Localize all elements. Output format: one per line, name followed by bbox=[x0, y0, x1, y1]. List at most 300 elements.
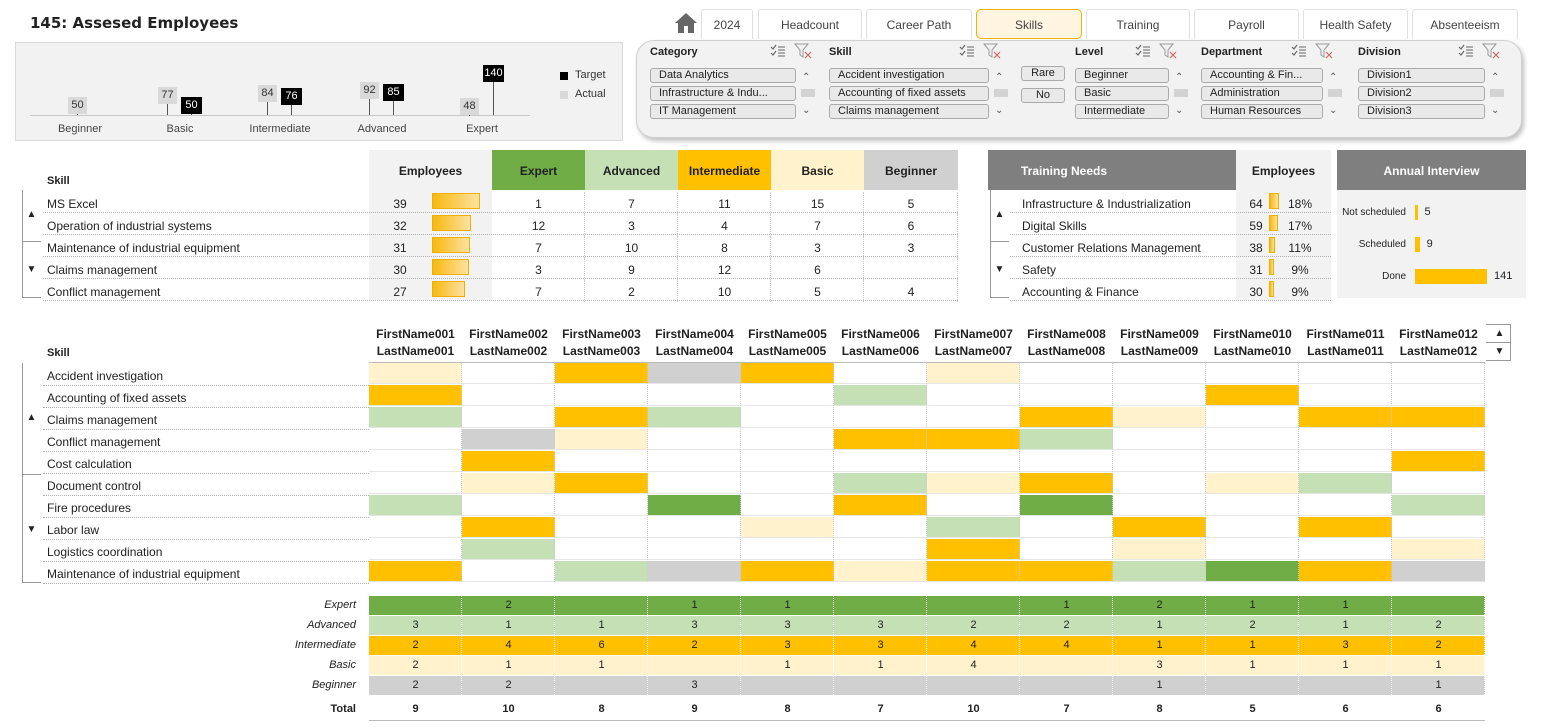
beginner-count: 6 bbox=[907, 219, 915, 233]
rare-filter-button[interactable]: No bbox=[1021, 88, 1065, 103]
col-divider bbox=[957, 280, 958, 302]
matrix-skill-header: Skill bbox=[47, 347, 70, 359]
skill-level-cell bbox=[462, 451, 555, 472]
skill-level-cell bbox=[648, 539, 741, 560]
training-need-label: Infrastructure & Industrialization bbox=[1022, 197, 1191, 211]
advanced-count: 10 bbox=[624, 241, 639, 255]
skill-row-label: Conflict management bbox=[47, 285, 161, 299]
level-total-value: 4 bbox=[1063, 639, 1070, 651]
employee-first-name: FirstName007 bbox=[934, 327, 1013, 341]
skill-level-cell bbox=[648, 561, 741, 582]
skill-level-cell bbox=[741, 363, 834, 384]
skill-level-cell bbox=[1020, 495, 1113, 516]
skill-level-cell bbox=[1392, 561, 1485, 582]
level-total-label: Advanced bbox=[307, 619, 356, 631]
skill-level-cell bbox=[1206, 539, 1299, 560]
interview-status-label: Scheduled bbox=[1358, 239, 1406, 250]
basic-header: Basic bbox=[801, 164, 834, 178]
skill-level-cell bbox=[555, 539, 648, 560]
triangle-up-icon[interactable]: ▲ bbox=[26, 209, 37, 220]
clear-filter-icon[interactable] bbox=[983, 43, 1001, 62]
col-divider bbox=[863, 280, 864, 302]
employees-bar bbox=[432, 259, 469, 275]
slicer-division-item[interactable]: Division1 bbox=[1358, 68, 1485, 83]
skill-level-cell bbox=[1113, 495, 1206, 516]
slicer-scrollbar[interactable] bbox=[1328, 89, 1342, 97]
skill-level-cell bbox=[648, 363, 741, 384]
skill-level-cell bbox=[1206, 385, 1299, 406]
training-pct-bar bbox=[1269, 259, 1274, 275]
skill-level-cell bbox=[1392, 429, 1485, 450]
skill-level-cell bbox=[1206, 407, 1299, 428]
skill-level-cell bbox=[648, 451, 741, 472]
level-total-value: 3 bbox=[691, 619, 698, 631]
training-employees-count: 64 bbox=[1249, 197, 1263, 211]
level-total-value: 3 bbox=[691, 679, 698, 691]
training-pct-bar bbox=[1269, 215, 1278, 231]
triangle-down-icon[interactable]: ▼ bbox=[994, 264, 1005, 275]
skill-level-cell bbox=[369, 407, 462, 428]
row-divider bbox=[43, 407, 369, 408]
tab-payroll[interactable]: Payroll bbox=[1194, 9, 1299, 39]
level-total-value: 1 bbox=[1435, 679, 1442, 691]
triangle-down-icon[interactable]: ▼ bbox=[26, 524, 37, 535]
skill-level-cell bbox=[1299, 385, 1392, 406]
scroll-up-icon[interactable]: ⌃ bbox=[1491, 72, 1500, 83]
rare-filter-button[interactable]: Rare bbox=[1021, 66, 1065, 81]
legend-actual-label: Actual bbox=[575, 88, 606, 100]
col-divider bbox=[770, 258, 771, 280]
skill-level-cell bbox=[1020, 385, 1113, 406]
level-total-value: 2 bbox=[1156, 599, 1163, 611]
skill-level-cell bbox=[1020, 429, 1113, 450]
actual-stem bbox=[77, 114, 78, 115]
skill-level-cell bbox=[555, 363, 648, 384]
scroll-down-icon[interactable]: ⌄ bbox=[1329, 105, 1338, 116]
training-employees-count: 31 bbox=[1249, 263, 1263, 277]
skill-level-cell bbox=[834, 495, 927, 516]
matrix-skill-label: Maintenance of industrial equipment bbox=[47, 567, 240, 581]
slicer-division-item[interactable]: Division2 bbox=[1358, 86, 1485, 101]
employees-count: 30 bbox=[393, 263, 407, 277]
slicer-scrollbar[interactable] bbox=[1490, 89, 1504, 97]
col-divider bbox=[1019, 676, 1020, 695]
employee-last-name: LastName012 bbox=[1399, 344, 1478, 358]
slicer-skill-item[interactable]: Accident investigation bbox=[829, 68, 989, 83]
col-divider bbox=[926, 596, 927, 615]
matrix-skill-label: Accounting of fixed assets bbox=[47, 391, 187, 405]
multiselect-icon[interactable] bbox=[770, 44, 786, 61]
col-divider bbox=[1391, 596, 1392, 615]
col-divider bbox=[1484, 656, 1485, 675]
expert-count: 3 bbox=[535, 263, 542, 277]
skill-level-cell bbox=[741, 473, 834, 494]
training-pct: 9% bbox=[1291, 285, 1309, 299]
skill-level-cell bbox=[927, 561, 1020, 582]
skill-level-cell bbox=[648, 517, 741, 538]
skill-level-cell bbox=[648, 429, 741, 450]
chart-category-label: Expert bbox=[466, 123, 498, 135]
skill-level-cell bbox=[927, 385, 1020, 406]
col-divider bbox=[863, 214, 864, 236]
clear-filter-icon[interactable] bbox=[1315, 43, 1333, 62]
triangle-up-icon[interactable]: ▲ bbox=[26, 412, 37, 423]
col-divider bbox=[863, 258, 864, 280]
skill-level-cell bbox=[741, 429, 834, 450]
level-total-value: 1 bbox=[1156, 639, 1163, 651]
scroll-up-icon[interactable]: ⌃ bbox=[1329, 72, 1338, 83]
tab-health-safety[interactable]: Health Safety bbox=[1303, 9, 1408, 39]
chart-category-label: Beginner bbox=[57, 123, 103, 135]
level-total-value: 4 bbox=[505, 639, 512, 651]
col-divider bbox=[1484, 596, 1485, 615]
beginner-header: Beginner bbox=[884, 164, 937, 178]
level-total-value: 6 bbox=[1342, 703, 1349, 715]
scroll-up-icon[interactable]: ⌃ bbox=[995, 72, 1004, 83]
training-employees-count: 59 bbox=[1249, 219, 1263, 233]
employee-last-name: LastName009 bbox=[1120, 344, 1199, 358]
skill-level-cell bbox=[1299, 539, 1392, 560]
level-total-value: 1 bbox=[784, 659, 791, 671]
matrix-skill-label: Logistics coordination bbox=[47, 545, 163, 559]
level-total-value: 2 bbox=[412, 639, 419, 651]
skill-level-cell bbox=[927, 495, 1020, 516]
level-total-value: 1 bbox=[784, 599, 791, 611]
slicer-level-item[interactable]: Intermediate bbox=[1075, 104, 1169, 119]
col-divider bbox=[957, 258, 958, 280]
expert-count: 7 bbox=[535, 285, 542, 299]
skill-level-cell bbox=[1020, 473, 1113, 494]
slicer-category-item[interactable]: Infrastructure & Indu... bbox=[650, 86, 796, 101]
actual-value-label: 48 bbox=[460, 98, 479, 115]
skill-level-cell bbox=[741, 451, 834, 472]
slicer-category-item[interactable]: Data Analytics bbox=[650, 68, 796, 83]
triangle-up-icon[interactable]: ▲ bbox=[1494, 328, 1505, 339]
skill-level-cell bbox=[1392, 495, 1485, 516]
skill-level-cell bbox=[1392, 517, 1485, 538]
basic-count: 6 bbox=[814, 263, 821, 277]
skill-level-cell bbox=[369, 473, 462, 494]
level-total-label: Basic bbox=[329, 659, 356, 671]
target-stem bbox=[393, 101, 394, 115]
level-total-value: 2 bbox=[412, 659, 419, 671]
skill-level-cell bbox=[462, 363, 555, 384]
skill-level-cell bbox=[927, 517, 1020, 538]
skill-level-cell bbox=[1206, 561, 1299, 582]
row-divider bbox=[1010, 212, 1331, 213]
skill-level-cell bbox=[1392, 407, 1485, 428]
level-total-value: 4 bbox=[970, 659, 977, 671]
target-stem bbox=[493, 82, 494, 115]
tab-headcount[interactable]: Headcount bbox=[758, 9, 862, 39]
skill-level-cell bbox=[1206, 495, 1299, 516]
level-total-label: Total bbox=[330, 703, 356, 715]
level-total-value: 2 bbox=[505, 599, 512, 611]
skill-level-cell bbox=[555, 385, 648, 406]
level-total-value: 3 bbox=[784, 619, 791, 631]
training-pct: 17% bbox=[1287, 219, 1313, 233]
interview-bar bbox=[1415, 269, 1487, 284]
tab-skills[interactable]: Skills bbox=[976, 9, 1082, 39]
skill-level-cell bbox=[834, 407, 927, 428]
matrix-skill-label: Conflict management bbox=[47, 435, 161, 449]
home-icon[interactable] bbox=[674, 12, 698, 34]
training-needs-header: Training Needs bbox=[1021, 164, 1108, 178]
level-total-value: 3 bbox=[1342, 639, 1349, 651]
skill-level-cell bbox=[927, 429, 1020, 450]
training-pct: 18% bbox=[1287, 197, 1313, 211]
col-divider bbox=[554, 676, 555, 695]
skill-level-cell bbox=[1299, 561, 1392, 582]
level-total-value: 2 bbox=[1435, 639, 1442, 651]
row-divider bbox=[43, 300, 958, 301]
employee-last-name: LastName004 bbox=[655, 344, 734, 358]
slicer-department-item[interactable]: Administration bbox=[1201, 86, 1323, 101]
intermediate-count: 8 bbox=[721, 241, 728, 255]
row-divider bbox=[43, 451, 369, 452]
employee-first-name: FirstName009 bbox=[1120, 327, 1199, 341]
skill-level-cell bbox=[369, 517, 462, 538]
level-total-value: 6 bbox=[1435, 703, 1442, 715]
intermediate-count: 11 bbox=[718, 197, 731, 211]
skill-level-cell bbox=[1299, 473, 1392, 494]
clear-filter-icon[interactable] bbox=[1159, 43, 1177, 62]
annual-interview-title: Annual Interview bbox=[1383, 164, 1480, 178]
skill-level-cell bbox=[741, 407, 834, 428]
scroll-down-icon[interactable]: ⌄ bbox=[1491, 105, 1500, 116]
row-divider bbox=[1010, 234, 1331, 235]
interview-value: 141 bbox=[1494, 270, 1513, 282]
col-divider bbox=[833, 596, 834, 615]
skill-level-cell bbox=[1020, 363, 1113, 384]
col-divider bbox=[863, 192, 864, 214]
skill-level-cell bbox=[741, 539, 834, 560]
slicer-scrollbar[interactable] bbox=[1174, 89, 1188, 97]
advanced-count: 7 bbox=[628, 197, 635, 211]
scroll-up-icon[interactable]: ⌃ bbox=[1175, 72, 1184, 83]
skill-level-cell bbox=[1113, 451, 1206, 472]
skill-level-cell bbox=[369, 385, 462, 406]
slicer-level-item[interactable]: Beginner bbox=[1075, 68, 1169, 83]
skill-level-cell bbox=[1206, 429, 1299, 450]
actual-stem bbox=[369, 99, 370, 115]
skill-level-cell bbox=[834, 363, 927, 384]
scroll-down-icon[interactable]: ⌄ bbox=[802, 105, 811, 116]
matrix-skill-label: Cost calculation bbox=[47, 457, 132, 471]
col-divider bbox=[957, 192, 958, 214]
col-divider bbox=[584, 192, 585, 214]
skill-level-cell bbox=[1020, 517, 1113, 538]
slicer-scrollbar[interactable] bbox=[994, 89, 1008, 97]
chart-category-label: Basic bbox=[166, 123, 194, 135]
employee-first-name: FirstName010 bbox=[1213, 327, 1292, 341]
col-divider bbox=[584, 214, 585, 236]
slicer-level-title: Level bbox=[1075, 46, 1104, 58]
skill-level-cell bbox=[555, 495, 648, 516]
row-divider bbox=[43, 495, 369, 496]
employees-bar bbox=[432, 237, 470, 253]
actual-value-label: 92 bbox=[360, 82, 379, 99]
multiselect-icon[interactable] bbox=[959, 44, 975, 61]
skill-level-cell bbox=[1206, 473, 1299, 494]
col-divider bbox=[863, 236, 864, 258]
level-total-value: 1 bbox=[598, 659, 605, 671]
slicer-skill-item[interactable]: Accounting of fixed assets bbox=[829, 86, 989, 101]
level-total-value: 1 bbox=[1063, 599, 1070, 611]
level-total-value: 1 bbox=[505, 659, 512, 671]
interview-status-label: Not scheduled bbox=[1342, 207, 1406, 218]
level-total-value: 2 bbox=[970, 619, 977, 631]
col-divider bbox=[770, 236, 771, 258]
tab-training[interactable]: Training bbox=[1086, 9, 1190, 39]
spinner-divider bbox=[1486, 342, 1511, 343]
employee-last-name: LastName008 bbox=[1027, 344, 1106, 358]
slicer-scrollbar[interactable] bbox=[801, 89, 815, 97]
skill-level-cell bbox=[369, 429, 462, 450]
interview-value: 9 bbox=[1426, 238, 1433, 250]
level-total-value: 2 bbox=[1249, 619, 1256, 631]
col-divider bbox=[770, 192, 771, 214]
employee-first-name: FirstName004 bbox=[655, 327, 734, 341]
row-divider bbox=[1010, 278, 1331, 279]
training-need-label: Safety bbox=[1022, 263, 1057, 277]
col-divider bbox=[957, 214, 958, 236]
level-total-value: 2 bbox=[1063, 619, 1070, 631]
legend-target-swatch bbox=[560, 72, 568, 80]
row-divider bbox=[1010, 300, 1331, 301]
skill-level-cell bbox=[462, 429, 555, 450]
level-total-value: 1 bbox=[1342, 619, 1349, 631]
advanced-count: 2 bbox=[628, 285, 635, 299]
training-employees-count: 30 bbox=[1249, 285, 1263, 299]
multiselect-icon[interactable] bbox=[1135, 44, 1151, 61]
training-pct-bar bbox=[1269, 237, 1275, 253]
skill-level-cell bbox=[834, 561, 927, 582]
actual-value-label: 50 bbox=[68, 97, 87, 114]
level-total-value: 2 bbox=[412, 679, 419, 691]
slicer-skill-item[interactable]: Claims management bbox=[829, 104, 989, 119]
triangle-up-icon[interactable]: ▲ bbox=[994, 209, 1005, 220]
row-divider bbox=[43, 278, 958, 279]
level-total-value: 3 bbox=[1156, 659, 1163, 671]
level-total-value: 1 bbox=[505, 619, 512, 631]
slicer-category-title: Category bbox=[650, 46, 698, 58]
scroll-up-icon[interactable]: ⌃ bbox=[802, 72, 811, 83]
col-divider bbox=[584, 280, 585, 302]
level-total-label: Beginner bbox=[311, 679, 356, 691]
col-divider bbox=[770, 280, 771, 302]
col-divider bbox=[677, 280, 678, 302]
slicer-department-item[interactable]: Accounting & Fin... bbox=[1201, 68, 1323, 83]
spinner-divider bbox=[22, 474, 41, 475]
employee-last-name: LastName005 bbox=[748, 344, 827, 358]
skill-level-cell bbox=[555, 429, 648, 450]
beginner-count: 5 bbox=[907, 197, 915, 211]
skill-level-cell bbox=[462, 407, 555, 428]
matrix-scroller[interactable] bbox=[22, 363, 41, 583]
employee-first-name: FirstName003 bbox=[562, 327, 641, 341]
level-total-label: Expert bbox=[324, 599, 356, 611]
skill-level-cell bbox=[462, 517, 555, 538]
basic-count: 7 bbox=[814, 219, 821, 233]
skill-level-cell bbox=[1113, 517, 1206, 538]
level-total-value: 3 bbox=[877, 619, 884, 631]
level-total-value: 9 bbox=[691, 703, 698, 715]
skill-level-cell bbox=[927, 451, 1020, 472]
skill-level-cell bbox=[1392, 363, 1485, 384]
tab-absenteeism[interactable]: Absenteeism bbox=[1412, 9, 1518, 39]
skill-level-cell bbox=[927, 407, 1020, 428]
skill-level-cell bbox=[462, 385, 555, 406]
level-total-value: 1 bbox=[1342, 659, 1349, 671]
slicer-level-item[interactable]: Basic bbox=[1075, 86, 1169, 101]
col-divider bbox=[1205, 676, 1206, 695]
skill-level-cell bbox=[1020, 407, 1113, 428]
skill-level-cell bbox=[555, 561, 648, 582]
scroll-down-icon[interactable]: ⌄ bbox=[995, 105, 1004, 116]
slicer-category-item[interactable]: IT Management bbox=[650, 104, 796, 119]
clear-filter-icon[interactable] bbox=[1482, 43, 1500, 62]
skill-level-cell bbox=[1392, 385, 1485, 406]
triangle-down-icon[interactable]: ▼ bbox=[1494, 346, 1505, 357]
skill-level-cell bbox=[1020, 539, 1113, 560]
level-total-value: 7 bbox=[1063, 703, 1070, 715]
multiselect-icon[interactable] bbox=[1458, 44, 1474, 61]
level-total-value: 9 bbox=[412, 703, 419, 715]
skill-level-cell bbox=[1113, 473, 1206, 494]
summary-scroller[interactable] bbox=[22, 190, 41, 298]
intermediate-header: Intermediate bbox=[688, 164, 761, 178]
tab-2024[interactable]: 2024 bbox=[701, 9, 753, 39]
training-need-label: Digital Skills bbox=[1022, 219, 1087, 233]
skill-level-cell bbox=[1392, 451, 1485, 472]
skill-level-cell bbox=[834, 451, 927, 472]
slicer-department-item[interactable]: Human Resources bbox=[1201, 104, 1323, 119]
level-total-value: 1 bbox=[598, 619, 605, 631]
level-total-value: 3 bbox=[412, 619, 419, 631]
training-scroller[interactable] bbox=[990, 190, 1009, 298]
level-total-value: 5 bbox=[1249, 703, 1256, 715]
level-total-value: 10 bbox=[967, 703, 980, 715]
col-divider bbox=[1484, 616, 1485, 635]
skill-level-cell bbox=[1113, 363, 1206, 384]
skill-level-cell bbox=[1299, 451, 1392, 472]
row-divider bbox=[43, 561, 369, 562]
skill-level-cell bbox=[1299, 429, 1392, 450]
employee-last-name: LastName007 bbox=[934, 344, 1013, 358]
employee-first-name: FirstName012 bbox=[1399, 327, 1478, 341]
skill-level-cell bbox=[1020, 451, 1113, 472]
scroll-down-icon[interactable]: ⌄ bbox=[1175, 105, 1184, 116]
employees-bar bbox=[432, 193, 480, 209]
triangle-down-icon[interactable]: ▼ bbox=[26, 264, 37, 275]
tab-career-path[interactable]: Career Path bbox=[866, 9, 972, 39]
slicer-division-item[interactable]: Division3 bbox=[1358, 104, 1485, 119]
multiselect-icon[interactable] bbox=[1291, 44, 1307, 61]
skill-level-cell bbox=[1299, 495, 1392, 516]
basic-count: 3 bbox=[814, 241, 821, 255]
level-total-value: 4 bbox=[970, 639, 977, 651]
row-divider bbox=[43, 539, 369, 540]
col-divider bbox=[1019, 656, 1020, 675]
employee-first-name: FirstName005 bbox=[748, 327, 827, 341]
advanced-header: Advanced bbox=[602, 164, 661, 178]
chart-category-label: Advanced bbox=[357, 123, 407, 135]
col-divider bbox=[770, 214, 771, 236]
skill-level-cell bbox=[648, 495, 741, 516]
clear-filter-icon[interactable] bbox=[794, 43, 812, 62]
skill-level-cell bbox=[1113, 385, 1206, 406]
